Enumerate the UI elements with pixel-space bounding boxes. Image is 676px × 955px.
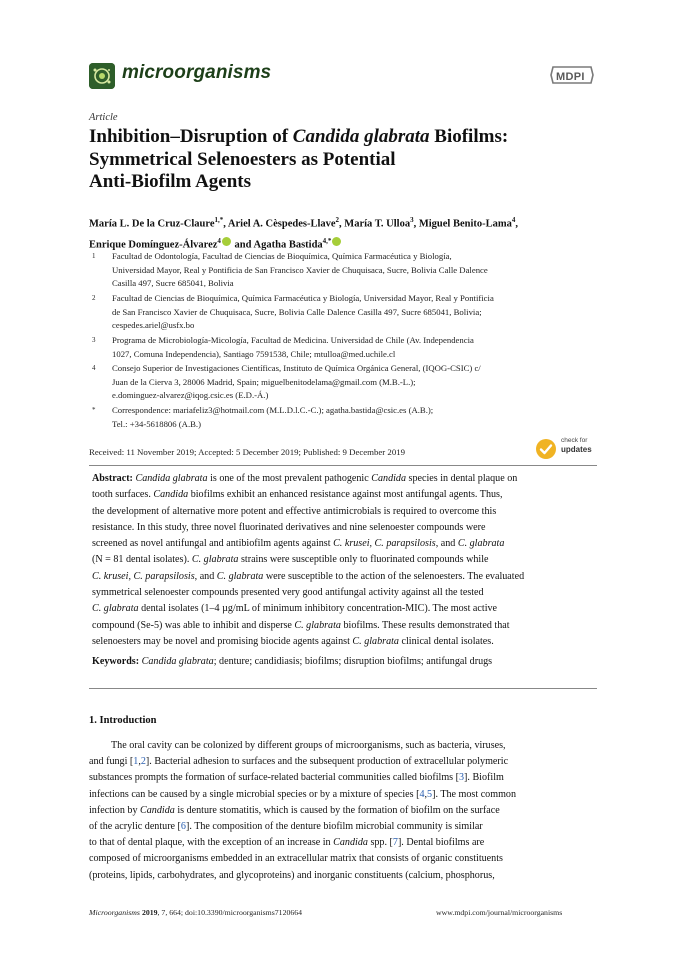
publication-dates: Received: 11 November 2019; Accepted: 5 December 2019; Published: 9 December 2019 xyxy=(89,447,406,457)
title-line: Symmetrical Selenoesters as Potential xyxy=(89,148,396,170)
updates-badge-label[interactable]: check for xyxy=(561,437,588,444)
divider xyxy=(89,688,597,689)
author-name[interactable]: and Agatha Bastida xyxy=(231,239,323,250)
author-name[interactable]: , María T. Ulloa xyxy=(339,218,411,230)
check-for-updates-icon[interactable] xyxy=(534,437,558,461)
citation-link[interactable]: 4 xyxy=(419,788,425,800)
abstract: Abstract: Candida glabrata is one of the most prevalent pathogenic Candida species in dental plaque on tooth surfaces. Candida biofilms exhibit an enhanced resistance against most antifungal agents. Thus, the development of alternative more potent and effective antimicrobials is required to overcome this resistance. In this study, three novel fluorinated derivatives and nine selenoester compounds were screened as novel antifungal and antibiofilm agents against C. krusei, C. parapsilosis, and C. glabrata (N = 81 dental isolates). C. glabrata strains were susceptible only to fluorinated compounds while C. krusei, C. parapsilosis, and C. glabrata were susceptible to the action of the selenoesters. The evaluated symmetrical selenoester compounds presented very good antifungal activity against all the tested C. glabrata dental isolates (1–4 µg/mL of minimum inhibitory concentration-MIC). The most active compound (Se-5) was able to inhibit and disperse C. glabrata biofilms. These results demonstrated that selenoesters may be novel and promising biocide agents against C. glabrata clinical dental isolates. xyxy=(92,473,525,647)
citation-link[interactable]: 3 xyxy=(458,772,465,784)
email-link[interactable]: cespedes.ariel@usfx.bo xyxy=(112,320,195,330)
journal-name[interactable]: microorganisms xyxy=(122,62,272,83)
citation-link[interactable]: 7 xyxy=(392,837,398,849)
section-heading: 1. Introduction xyxy=(89,715,157,726)
author-name[interactable]: , Ariel A. Cèspedes-Llave xyxy=(223,218,336,230)
footer-citation: Microorganisms 2019, 7, 664; doi:10.3390/microorganisms7120664 xyxy=(89,908,303,917)
citation-link[interactable]: 2 xyxy=(140,756,146,768)
citation-link[interactable]: 1 xyxy=(133,756,139,768)
title-line: Anti-Biofilm Agents xyxy=(89,171,252,192)
keywords: Keywords: Candida glabrata; denture; candidiasis; biofilms; disruption biofilms; antifungal drugs xyxy=(92,656,493,667)
introduction-body: The oral cavity can be colonized by different groups of microorganisms, such as bacteria, viruses, and fungi [1,2]. Bacterial adhesion to surfaces and the subsequent production of extracellular polymeric substances prompts the formation of surface-related bacterial communities called biofilms [3]. Biofilm infections can be caused by a single microbial species or by a mixture of species [4,5]. The most common infection by Candida is denture stomatitis, which is caused by the formation of biofilm on the surface of the acrylic denture [6]. The composition of the denture biofilm microbial community is similar to that of dental plaque, with the exception of an increase in Candida spp. [7]. Dental biofilms are composed of microorganisms embedded in an extracellular matrix that consists of organic constituents (proteins, lipids, carbohydrates, and glycoproteins) and inorganic constituents (calcium, phosphorus, xyxy=(89,740,517,881)
title-line: Inhibition–Disruption of Candida glabrata Biofilms: xyxy=(89,126,509,147)
citation-link[interactable]: 6 xyxy=(180,821,186,833)
article-title xyxy=(89,126,609,194)
author-name[interactable]: Enrique Domínguez-Álvarez xyxy=(89,239,218,250)
updates-badge-label[interactable]: updates xyxy=(561,445,592,454)
publisher-logo-text: MDPI xyxy=(556,71,585,83)
orcid-icon[interactable] xyxy=(332,237,341,246)
article-type: Article xyxy=(89,112,118,123)
divider xyxy=(89,465,597,466)
author-name[interactable]: María L. De la Cruz-Claure xyxy=(89,218,215,230)
citation-link[interactable]: 5 xyxy=(427,788,433,800)
journal-logo-icon[interactable] xyxy=(89,63,115,89)
footer-url[interactable]: www.mdpi.com/journal/microorganisms xyxy=(436,908,563,917)
orcid-icon[interactable] xyxy=(222,237,231,246)
microbe-icon xyxy=(89,63,115,89)
author-list: María L. De la Cruz-Claure$^{1,*}$, Ariel A. Cèspedes-Llave$^2$, María T. Ulloa$^3$, Miguel Benito-Lama$^4$, Enrique Domínguez-Álvarez$^4$ and Agatha Bastida$^{4,*}$ xyxy=(89,216,519,250)
author-name[interactable]: , Miguel Benito-Lama xyxy=(413,218,512,230)
